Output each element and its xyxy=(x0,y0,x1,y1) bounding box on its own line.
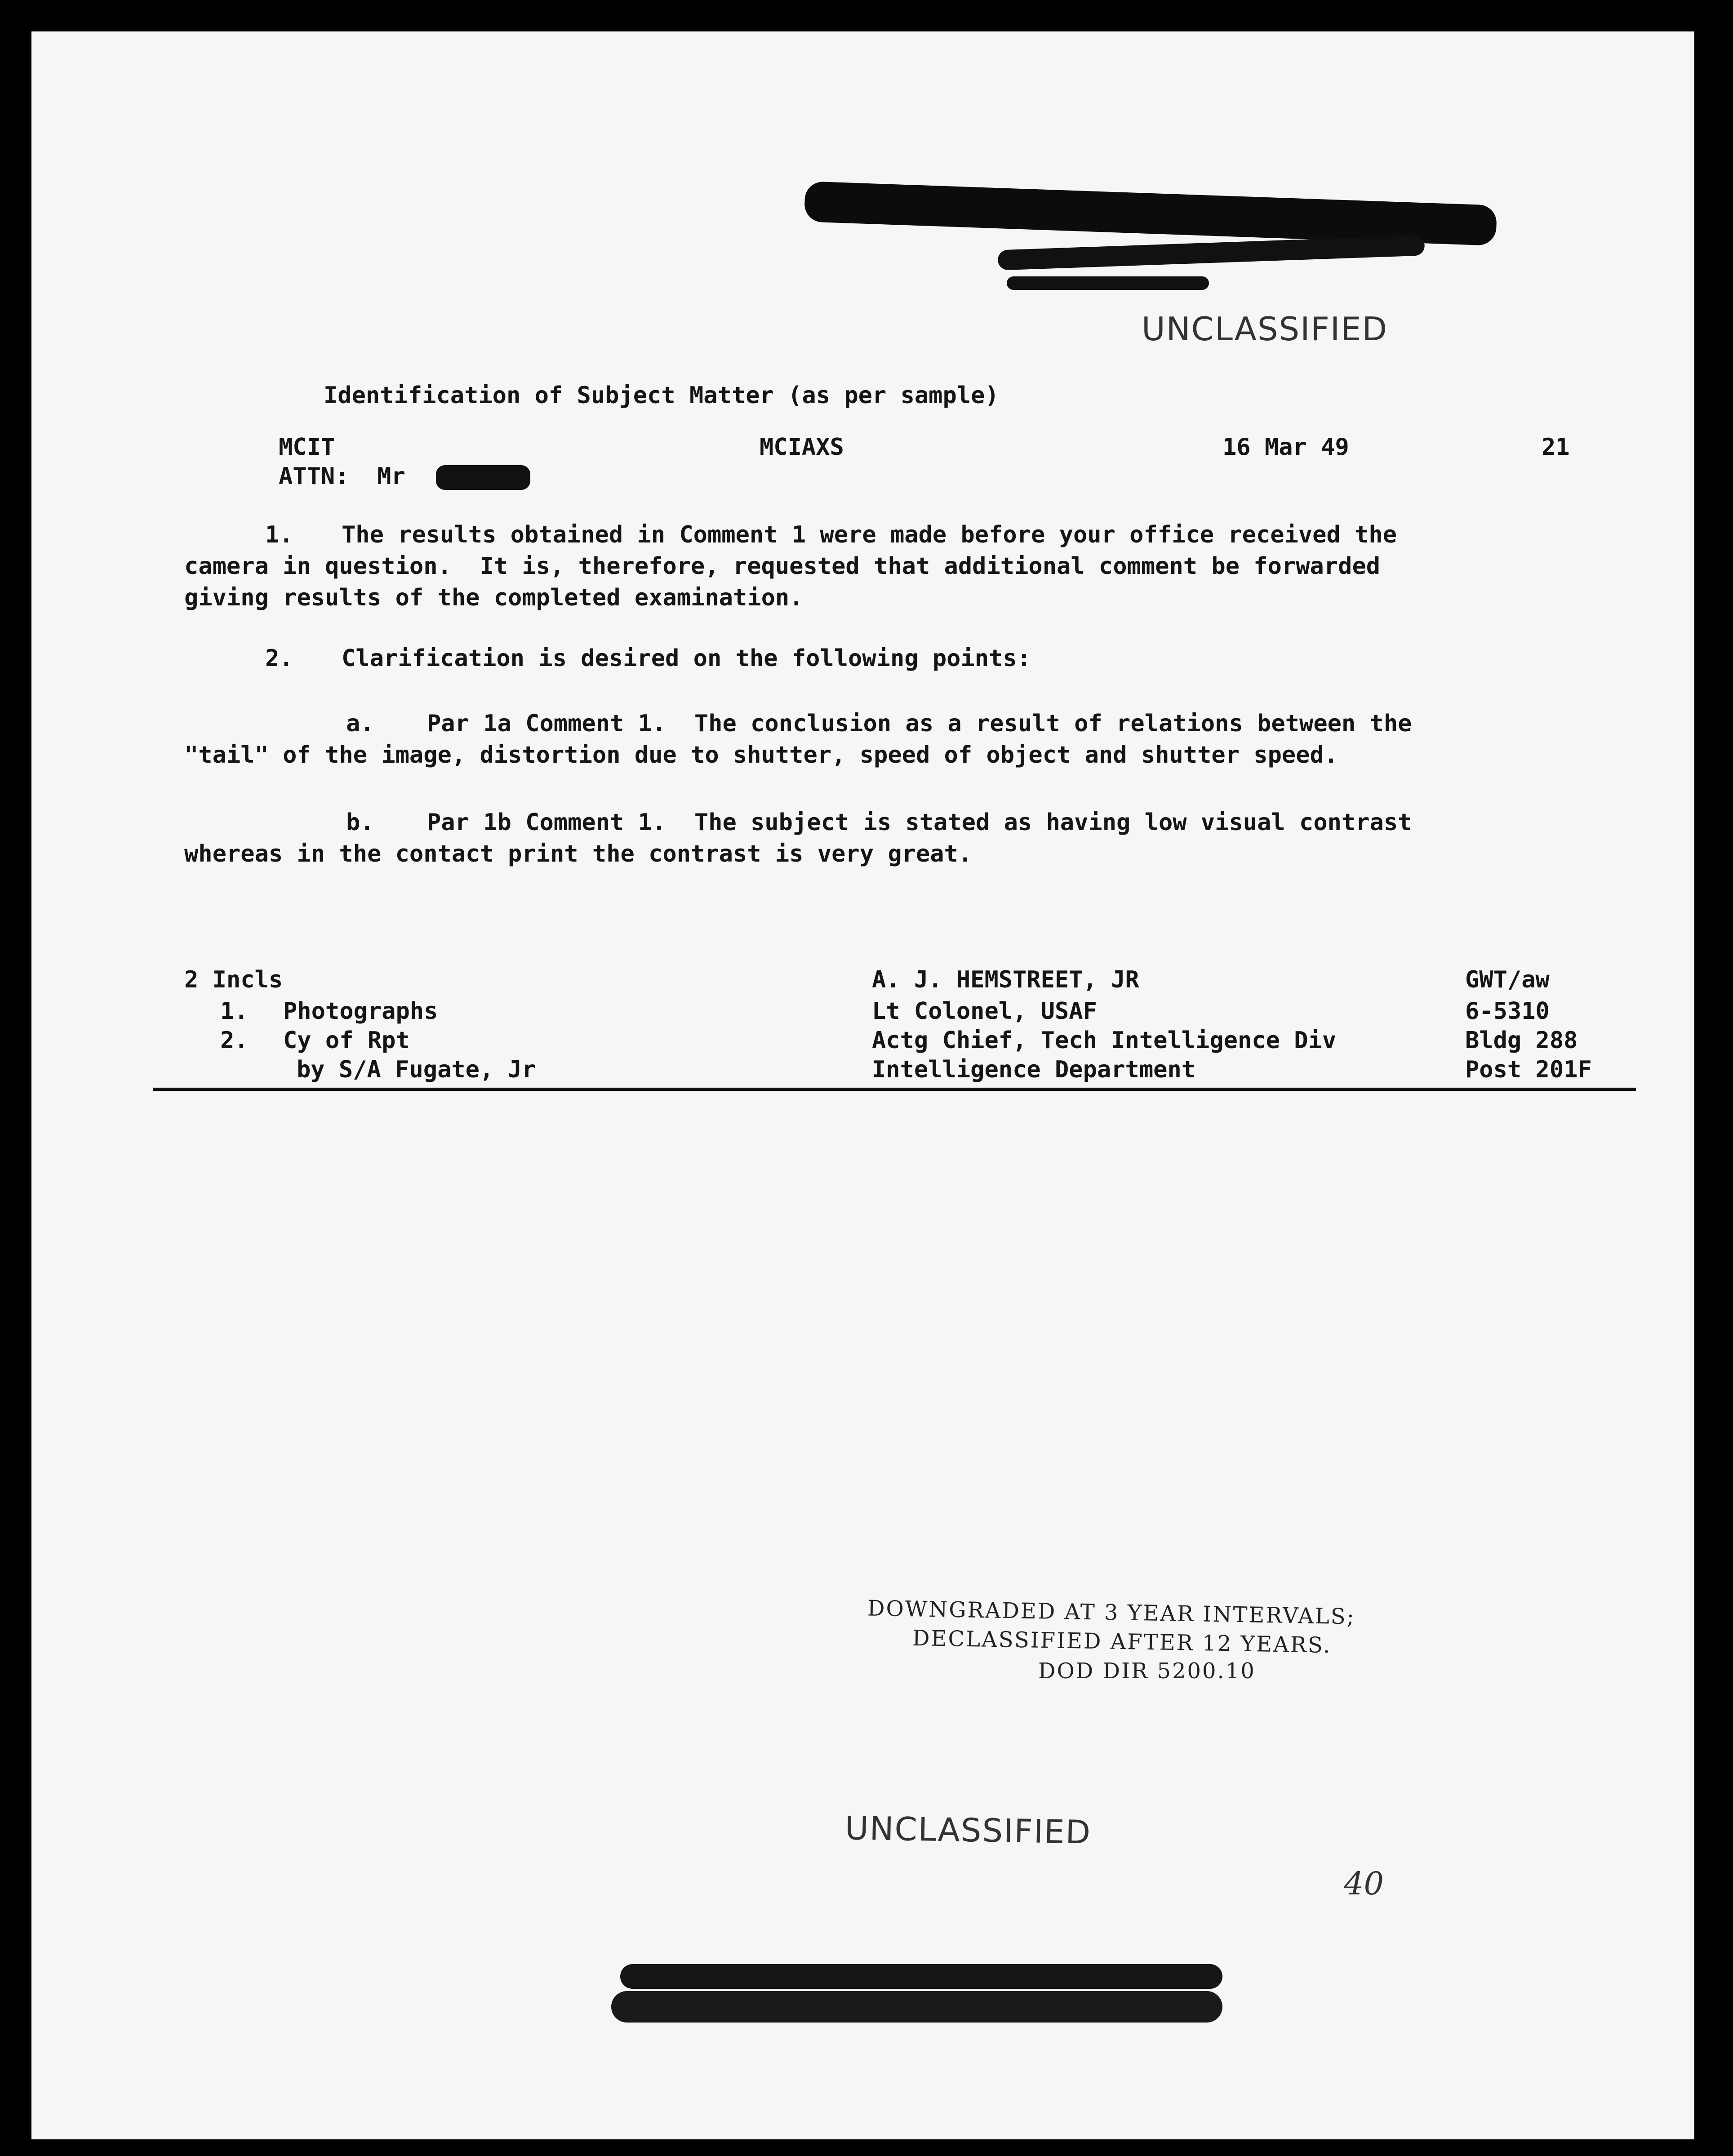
reference-initials: GWT/aw xyxy=(1465,966,1550,993)
downgrade-stamp-line-1: DOWNGRADED AT 3 YEAR INTERVALS; xyxy=(867,1596,1356,1630)
signature-name: A. J. HEMSTREET, JR xyxy=(872,966,1139,993)
redaction-mark-top-3 xyxy=(1007,276,1209,290)
inclosures-heading: 2 Incls xyxy=(184,966,283,993)
reference-post: Post 201F xyxy=(1465,1056,1592,1083)
inclosure-2-number: 2. xyxy=(220,1027,249,1054)
handwritten-page-number: 40 xyxy=(1344,1865,1384,1902)
comment-number: 21 xyxy=(1542,434,1570,461)
paragraph-2-number: 2. xyxy=(265,645,293,672)
paragraph-2-text: Clarification is desired on the following points: xyxy=(342,645,1031,672)
subparagraph-b-line-2: whereas in the contact print the contrast is very great. xyxy=(184,840,973,867)
signature-rank: Lt Colonel, USAF xyxy=(872,998,1097,1025)
redaction-mark-bottom xyxy=(620,1964,1222,1989)
subparagraph-b-label: b. xyxy=(346,809,374,836)
reference-building: Bldg 288 xyxy=(1465,1027,1578,1054)
redaction-mark-bottom-2 xyxy=(611,1991,1222,2023)
signature-title: Actg Chief, Tech Intelligence Div xyxy=(872,1027,1337,1054)
redaction-name xyxy=(436,465,530,490)
downgrade-stamp-line-3: DOD DIR 5200.10 xyxy=(1038,1658,1256,1684)
classification-stamp-top: UNCLASSIFIED xyxy=(1142,310,1388,348)
divider-line xyxy=(153,1088,1636,1091)
document-page xyxy=(31,31,1694,2139)
from-office: MCIT xyxy=(279,434,335,461)
subparagraph-a-label: a. xyxy=(346,710,374,737)
subparagraph-b-line-1: Par 1b Comment 1. The subject is stated as having low visual contrast xyxy=(427,809,1412,836)
paragraph-1-line-1: The results obtained in Comment 1 were made before your office received the xyxy=(342,521,1397,548)
signature-department: Intelligence Department xyxy=(872,1056,1196,1083)
inclosure-2-text: Cy of Rpt xyxy=(283,1027,410,1054)
subject-line: Identification of Subject Matter (as per sample) xyxy=(324,382,999,409)
paragraph-1-line-2: camera in question. It is, therefore, requested that additional comment be forwarded xyxy=(184,553,1381,580)
redaction-mark-top-2 xyxy=(998,235,1425,270)
paragraph-1-number: 1. xyxy=(265,521,293,548)
classification-stamp-bottom: UNCLASSIFIED xyxy=(844,1809,1092,1851)
attention-line: ATTN: Mr xyxy=(279,463,405,490)
inclosure-1-number: 1. xyxy=(220,998,249,1025)
subparagraph-a-line-2: "tail" of the image, distortion due to shutter, speed of object and shutter speed. xyxy=(184,742,1338,769)
inclosure-2-continuation: by S/A Fugate, Jr xyxy=(297,1056,536,1083)
downgrade-stamp-line-2: DECLASSIFIED AFTER 12 YEARS. xyxy=(912,1625,1332,1658)
to-office: MCIAXS xyxy=(760,434,844,461)
subparagraph-a-line-1: Par 1a Comment 1. The conclusion as a result of relations between the xyxy=(427,710,1412,737)
document-date: 16 Mar 49 xyxy=(1222,434,1349,461)
paragraph-1-line-3: giving results of the completed examination. xyxy=(184,584,804,611)
reference-phone: 6-5310 xyxy=(1465,998,1550,1025)
inclosure-1-text: Photographs xyxy=(283,998,438,1025)
